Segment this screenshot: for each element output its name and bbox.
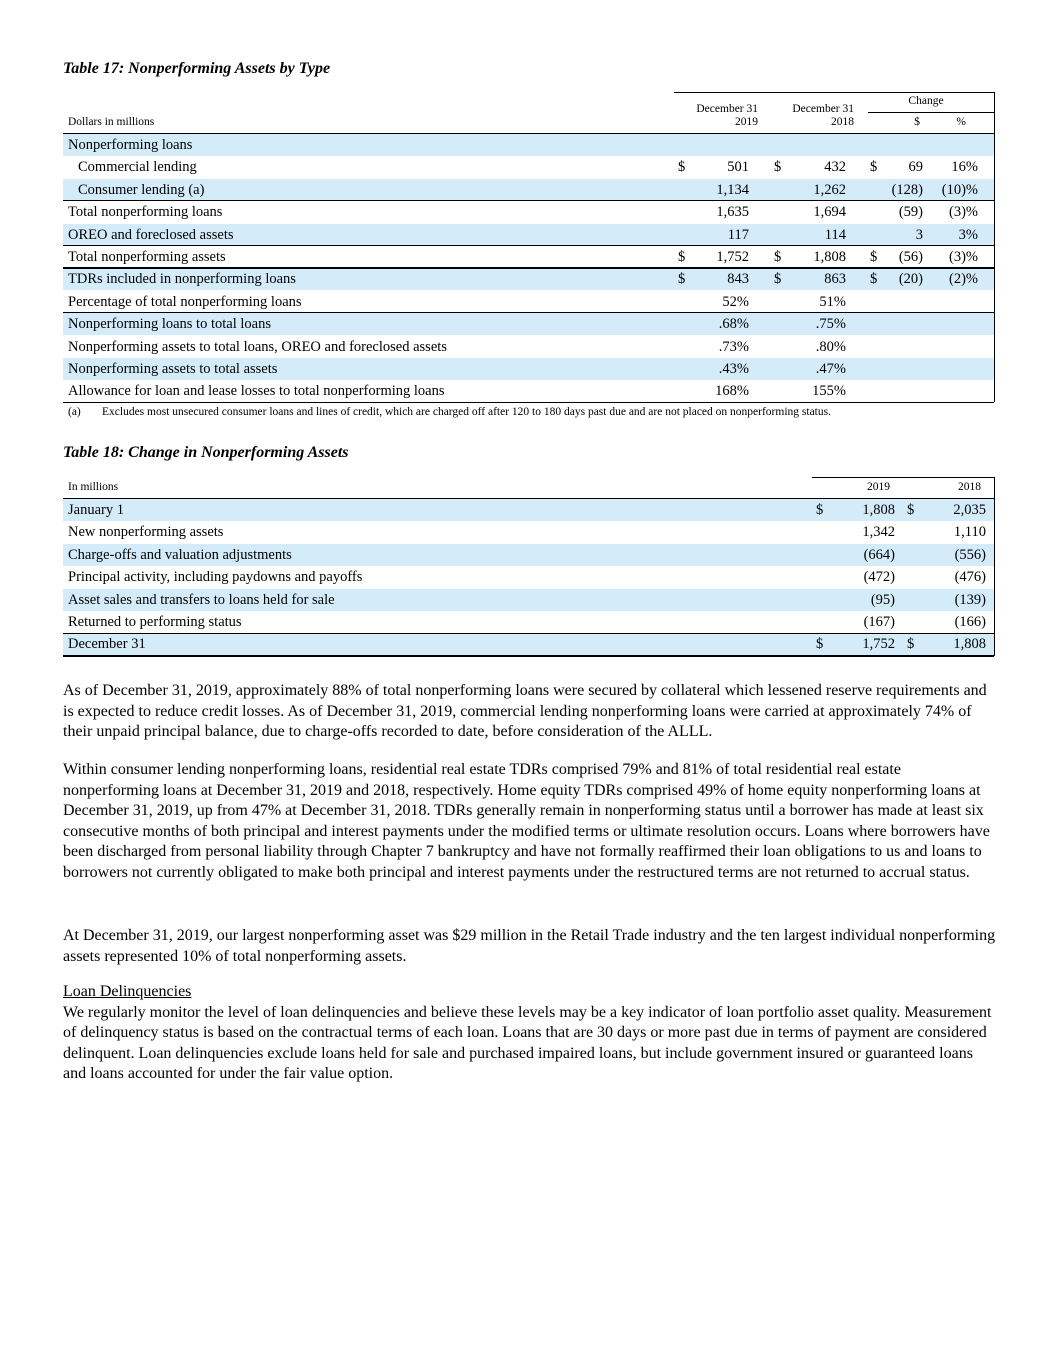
t17-header-year-2018: 2018 — [831, 116, 854, 128]
paragraph-collateral — [63, 681, 998, 743]
t17-header-dec31-2019: December 31 — [696, 103, 758, 115]
t17-cell-2019: 117 — [727, 226, 749, 243]
t18-cell-dollar: $ — [816, 502, 824, 518]
t17-header-pct-change: % — [956, 116, 966, 128]
t18-row — [63, 521, 994, 543]
t17-rule-after-percentage — [63, 312, 994, 313]
t17-change-rule — [868, 112, 994, 113]
t17-cell-2018: .80% — [815, 338, 846, 355]
t18-cell-2019: (472) — [863, 569, 895, 586]
t18-row — [63, 499, 994, 521]
t17-cell-dollar: $ — [774, 159, 782, 176]
t17-header-year-2019: 2019 — [735, 116, 758, 128]
t17-cell-dollar: $ — [774, 249, 782, 265]
t17-cell-2019: .73% — [718, 338, 749, 355]
t18-cell-dollar: $ — [907, 636, 915, 653]
t17-row-label: Percentage of total nonperforming loans — [68, 293, 302, 310]
t17-header-dollars-in-millions: Dollars in millions — [68, 116, 155, 128]
t17-cell-2018: 114 — [824, 226, 846, 243]
t17-cell-2019: .43% — [718, 361, 749, 377]
t18-cell-2019: (95) — [870, 591, 895, 608]
t17-cell-2019: 843 — [727, 271, 749, 288]
paragraph-delinquencies-text: We regularly monitor the level of loan delinquencies and believe these levels may be a key indicator of loan portfolio asset quality. Measurement of delinquency status is based on the contractual terms of each loan. Loans that are 30 days or more past due in terms of payment are considered delinquent. Loan delinquencies exclude loans held for sale and purchased impaired loans, but include government insured or guaranteed loans and loans accounted for under the fair value option. — [63, 1003, 992, 1083]
t17-cell-change-pct: 16% — [951, 159, 978, 176]
t17-header-change: Change — [908, 95, 944, 107]
t17-row — [63, 179, 994, 201]
t17-cell-dollar: $ — [774, 271, 782, 288]
t17-row-label: Total nonperforming assets — [68, 249, 226, 265]
t18-row-label: New nonperforming assets — [68, 524, 224, 541]
t17-rule-after-consumer — [63, 200, 994, 201]
t17-cell-2018: 1,262 — [813, 181, 846, 198]
t18-cell-2019: (167) — [863, 614, 895, 630]
t18-cell-2019: 1,752 — [862, 636, 895, 653]
t18-cell-2018: 1,808 — [953, 636, 986, 653]
t17-row — [63, 201, 994, 223]
t17-row-label: Nonperforming loans to total loans — [68, 316, 271, 333]
t18-row — [63, 633, 994, 655]
t17-row-label: Total nonperforming loans — [68, 204, 223, 221]
t18-row — [63, 544, 994, 566]
t17-cell-change-pct: 3% — [958, 226, 978, 243]
t17-row — [63, 358, 994, 380]
t17-cell-2018: 1,808 — [813, 249, 846, 265]
t18-cell-2018: (139) — [954, 591, 986, 608]
t17-row-label: Nonperforming assets to total loans, OREO and foreclosed assets — [68, 338, 447, 355]
section-loan-delinquencies — [63, 982, 998, 1085]
t18-right-border — [994, 477, 995, 656]
t18-row-label: January 1 — [68, 502, 124, 518]
t17-header-top-rule — [674, 92, 994, 93]
t17-header-dec31-2018: December 31 — [792, 103, 854, 115]
t18-row-label: Asset sales and transfers to loans held for sale — [68, 591, 335, 608]
t17-cell-2018: 863 — [824, 271, 846, 288]
t18-cell-dollar: $ — [816, 636, 824, 653]
t17-cell-change-pct: (3)% — [949, 204, 978, 221]
t18-bottom-rule — [63, 655, 994, 657]
t17-cell-change-pct: (2)% — [949, 271, 978, 288]
t17-cell-2019: 52% — [722, 293, 749, 310]
t18-row — [63, 611, 994, 633]
t18-cell-2018: (166) — [954, 614, 986, 630]
loan-delinquencies-heading: Loan Delinquencies — [63, 983, 192, 1000]
t18-rule-before-total — [63, 633, 994, 634]
paragraph-largest-asset-text: At December 31, 2019, our largest nonperforming asset was $29 million in the Retail Trade industry and the ten largest individual nonperforming assets represented 10% of total nonperforming assets. — [63, 927, 996, 965]
t17-cell-dollar: $ — [678, 159, 686, 176]
t17-cell-change-dollar: 69 — [908, 159, 923, 176]
t17-cell-2019: 168% — [715, 383, 749, 400]
table-18-title: Table 18: Change in Nonperforming Assets — [63, 444, 349, 461]
t17-row-label: Allowance for loan and lease losses to total nonperforming loans — [68, 383, 445, 400]
t17-footnote-mark: (a) — [68, 406, 81, 418]
t17-cell-dollar: $ — [678, 249, 686, 265]
t17-row-label: TDRs included in nonperforming loans — [68, 271, 296, 288]
t17-cell-2018: 51% — [819, 293, 846, 310]
t18-header-2018: 2018 — [958, 481, 981, 493]
t17-rule-after-oreo — [63, 245, 994, 246]
t17-cell-2018: 155% — [812, 383, 846, 400]
t18-cell-2019: (664) — [863, 546, 895, 563]
t18-row — [63, 589, 994, 611]
t18-row-label: Returned to performing status — [68, 614, 242, 630]
paragraph-tdrs-text: Within consumer lending nonperforming loans, residential real estate TDRs comprised 79% and 81% of total residential real estate nonperforming loans at December 31, 2019 and 2018, respectively. Home equity TDRs comprised 49% of home equity nonperforming loans at December 31, 2019, up from 47% at December 31, 2018. TDRs generally remain in nonperforming status until a borrower has made at least six consecutive months of both principal and interest payments under the modified terms or ultimate resolution occurs. Loans where borrowers have been discharged from personal liability through Chapter 7 bankruptcy and have not formally reaffirmed their loan obligations to us and loans to borrowers not currently obligated to make both principal and interest payments under the restructured terms are not returned to accrual status. — [63, 761, 990, 881]
t17-row-label: Commercial lending — [78, 159, 197, 176]
t17-bottom-rule — [63, 402, 994, 403]
t17-row — [63, 246, 994, 268]
t18-cell-2018: (476) — [954, 569, 986, 586]
t17-cell-dollar: $ — [870, 271, 878, 288]
t18-header-2019: 2019 — [867, 481, 890, 493]
t17-cell-2019: 1,752 — [716, 249, 749, 265]
t18-header-in-millions: In millions — [68, 481, 119, 493]
t18-cell-2018: 1,110 — [953, 524, 986, 541]
t17-cell-change-pct: (3)% — [949, 249, 978, 265]
t17-row — [63, 291, 994, 313]
t17-row-label: OREO and foreclosed assets — [68, 226, 234, 243]
t17-cell-2019: 501 — [727, 159, 749, 176]
t17-cell-2019: 1,134 — [716, 181, 749, 198]
t18-cell-2019: 1,808 — [862, 502, 895, 518]
table-17-title: Table 17: Nonperforming Assets by Type — [63, 60, 331, 77]
t17-cell-2019: .68% — [718, 316, 749, 333]
t18-cell-2018: 2,035 — [953, 502, 986, 518]
t17-cell-dollar: $ — [678, 271, 686, 288]
t17-cell-2018: 432 — [824, 159, 846, 176]
t17-row — [63, 156, 994, 178]
t17-cell-change-dollar: (56) — [898, 249, 923, 265]
t17-cell-2018: .75% — [815, 316, 846, 333]
t17-right-border — [994, 92, 995, 402]
t17-cell-change-dollar: (128) — [891, 181, 923, 198]
t17-row-label: Nonperforming assets to total assets — [68, 361, 278, 377]
t17-rule-after-total-assets — [63, 267, 994, 269]
t18-cell-2018: (556) — [954, 546, 986, 563]
t18-cell-dollar: $ — [907, 502, 915, 518]
t17-cell-change-dollar: (20) — [898, 271, 923, 288]
paragraph-largest-asset — [63, 926, 998, 967]
t17-cell-dollar: $ — [870, 249, 878, 265]
t18-row — [63, 566, 994, 588]
t17-cell-dollar: $ — [870, 159, 878, 176]
t17-footnote-text: Excludes most unsecured consumer loans and lines of credit, which are charged off after 120 to 180 days past due and are not placed on nonperforming status. — [102, 406, 831, 418]
t17-row — [63, 380, 994, 402]
t17-row — [63, 336, 994, 358]
t18-header-top-rule — [812, 477, 994, 478]
t18-cell-2019: 1,342 — [862, 524, 895, 541]
t17-cell-2018: .47% — [815, 361, 846, 377]
t17-row — [63, 313, 994, 335]
paragraph-tdrs — [63, 760, 998, 884]
t17-row-label: Consumer lending (a) — [78, 181, 205, 198]
t17-header-dollar-change: $ — [914, 116, 920, 128]
t17-cell-2018: 1,694 — [813, 204, 846, 221]
t17-row-label: Nonperforming loans — [68, 137, 193, 153]
t18-row-label: Charge-offs and valuation adjustments — [68, 546, 292, 563]
t17-row — [63, 268, 994, 290]
t17-cell-change-dollar: (59) — [898, 204, 923, 221]
paragraph-collateral-text: As of December 31, 2019, approximately 88% of total nonperforming loans were secured by collateral which lessened reserve requirements and is expected to reduce credit losses. As of December 31, 2019, commercial lending nonperforming loans were carried at approximately 74% of their unpaid principal balance, due to charge-offs recorded to date, before consideration of the ALLL. — [63, 682, 987, 741]
t18-row-label: December 31 — [68, 636, 146, 653]
t17-row — [63, 224, 994, 246]
t18-row-label: Principal activity, including paydowns and payoffs — [68, 569, 363, 586]
t17-cell-2019: 1,635 — [716, 204, 749, 221]
t17-cell-change-pct: (10)% — [941, 181, 978, 198]
t17-cell-change-dollar: 3 — [915, 226, 923, 243]
t17-row — [63, 134, 994, 156]
